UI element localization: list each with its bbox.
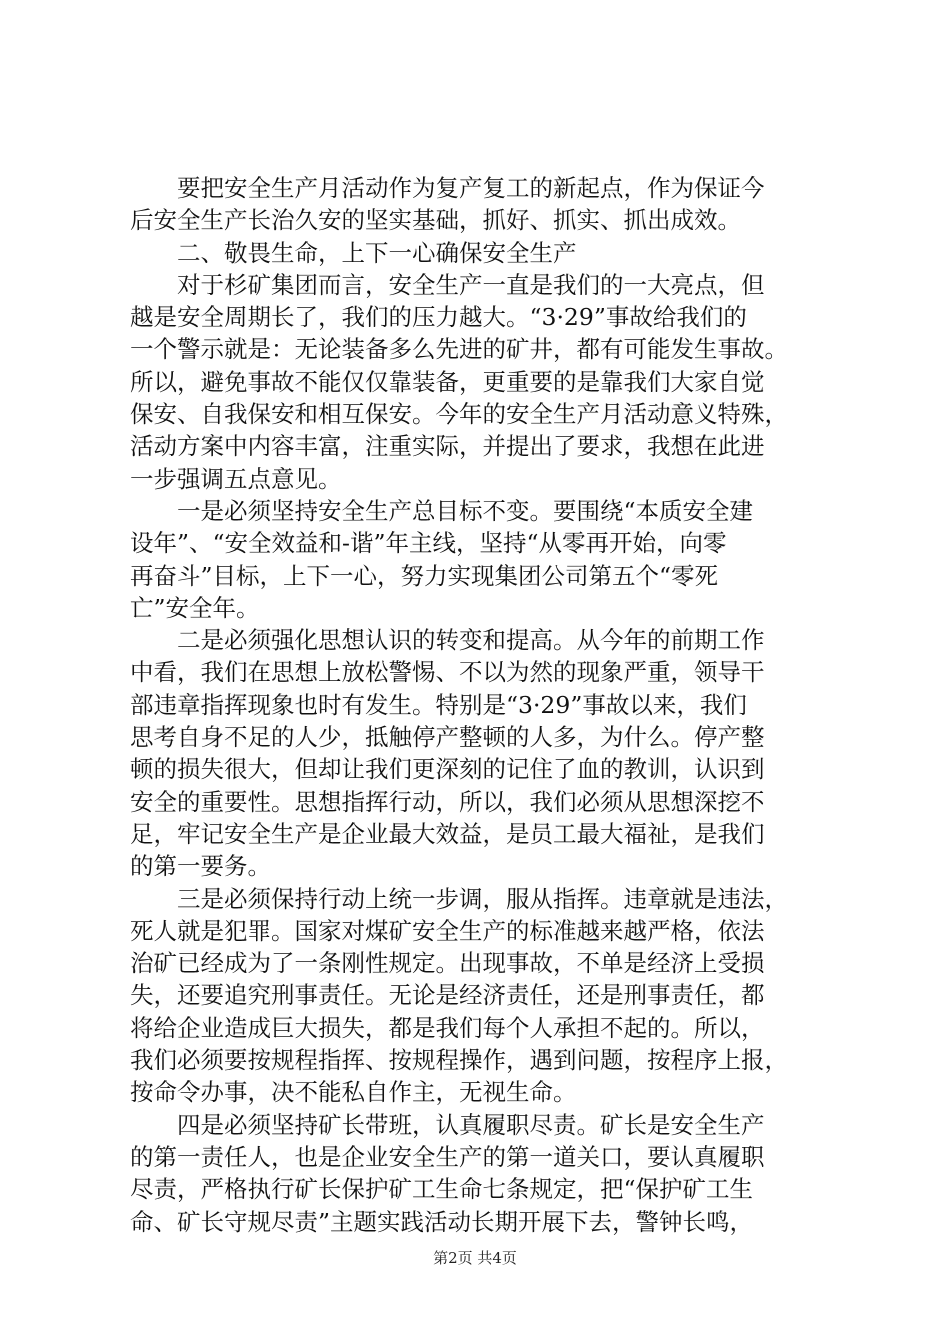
text-line: 部违章指挥现象也时有发生。特别是“3·29”事故以来，我们 xyxy=(130,690,747,719)
text-line: 二是必须强化思想认识的转变和提高。从今年的前期工作 xyxy=(177,626,765,655)
text-line: 的第一要务。 xyxy=(130,852,271,881)
document-body xyxy=(130,172,835,1238)
text-line: 二、敬畏生命，上下一心确保安全生产 xyxy=(177,238,577,267)
text-line: 一步强调五点意见。 xyxy=(130,464,342,493)
text-line: 要把安全生产月活动作为复产复工的新起点，作为保证今 xyxy=(177,174,765,202)
text-line: 保安、自我保安和相互保安。今年的安全生产月活动意义特殊， xyxy=(130,400,788,429)
text-line: 我们必须要按规程指挥、按规程操作，遇到问题，按程序上报， xyxy=(130,1046,788,1075)
text-line: 再奋斗”目标，上下一心，努力实现集团公司第五个“零死 xyxy=(130,561,719,590)
text-line: 尽责，严格执行矿长保护矿工生命七条规定，把“保护矿工生 xyxy=(130,1175,754,1204)
text-line: 将给企业造成巨大损失，都是我们每个人承担不起的。所以， xyxy=(130,1013,765,1042)
text-line: 治矿已经成为了一条刚性规定。出现事故，不单是经济上受损 xyxy=(130,949,765,978)
text-line: 安全的重要性。思想指挥行动，所以，我们必须从思想深挖不 xyxy=(130,787,765,816)
text-line: 对于杉矿集团而言，安全生产一直是我们的一大亮点，但 xyxy=(177,270,765,299)
text-line: 失，还要追究刑事责任。无论是经济责任，还是刑事责任，都 xyxy=(130,981,765,1010)
text-line: 一个警示就是：无论装备多么先进的矿井，都有可能发生事故。 xyxy=(130,335,788,364)
text-line: 后安全生产长治久安的坚实基础，抓好、抓实、抓出成效。 xyxy=(130,206,741,235)
text-line: 三是必须保持行动上统一步调，服从指挥。违章就是违法， xyxy=(177,884,788,913)
text-line: 足，牢记安全生产是企业最大效益，是员工最大福祉，是我们 xyxy=(130,819,765,848)
text-line: 的第一责任人，也是企业安全生产的第一道关口，要认真履职 xyxy=(130,1142,765,1171)
text-line: 死人就是犯罪。国家对煤矿安全生产的标准越来越严格，依法 xyxy=(130,916,765,945)
text-line: 中看，我们在思想上放松警惕、不以为然的现象严重，领导干 xyxy=(130,658,765,687)
text-line: 命、矿长守规尽责”主题实践活动长期开展下去，警钟长鸣， xyxy=(130,1207,754,1236)
text-line: 越是安全周期长了，我们的压力越大。“3·29”事故给我们的 xyxy=(130,303,747,332)
text-line: 按命令办事，决不能私自作主，无视生命。 xyxy=(130,1078,577,1107)
text-line: 所以，避免事故不能仅仅靠装备，更重要的是靠我们大家自觉 xyxy=(130,367,765,396)
text-line: 设年”、“安全效益和-谐”年主线，坚持“从零再开始，向零 xyxy=(130,529,727,558)
text-line: 一是必须坚持安全生产总目标不变。要围绕“本质安全建 xyxy=(177,496,754,525)
text-line: 顿的损失很大，但却让我们更深刻的记住了血的教训，认识到 xyxy=(130,755,765,784)
text-line: 四是必须坚持矿长带班，认真履职尽责。矿长是安全生产 xyxy=(177,1110,765,1139)
text-line: 亡”安全年。 xyxy=(130,593,260,622)
text-line: 思考自身不足的人少，抵触停产整顿的人多，为什么。停产整 xyxy=(130,723,765,752)
text-line: 活动方案中内容丰富，注重实际，并提出了要求，我想在此进 xyxy=(130,432,765,461)
page-footer: 第2页 共4页 xyxy=(433,1249,517,1267)
